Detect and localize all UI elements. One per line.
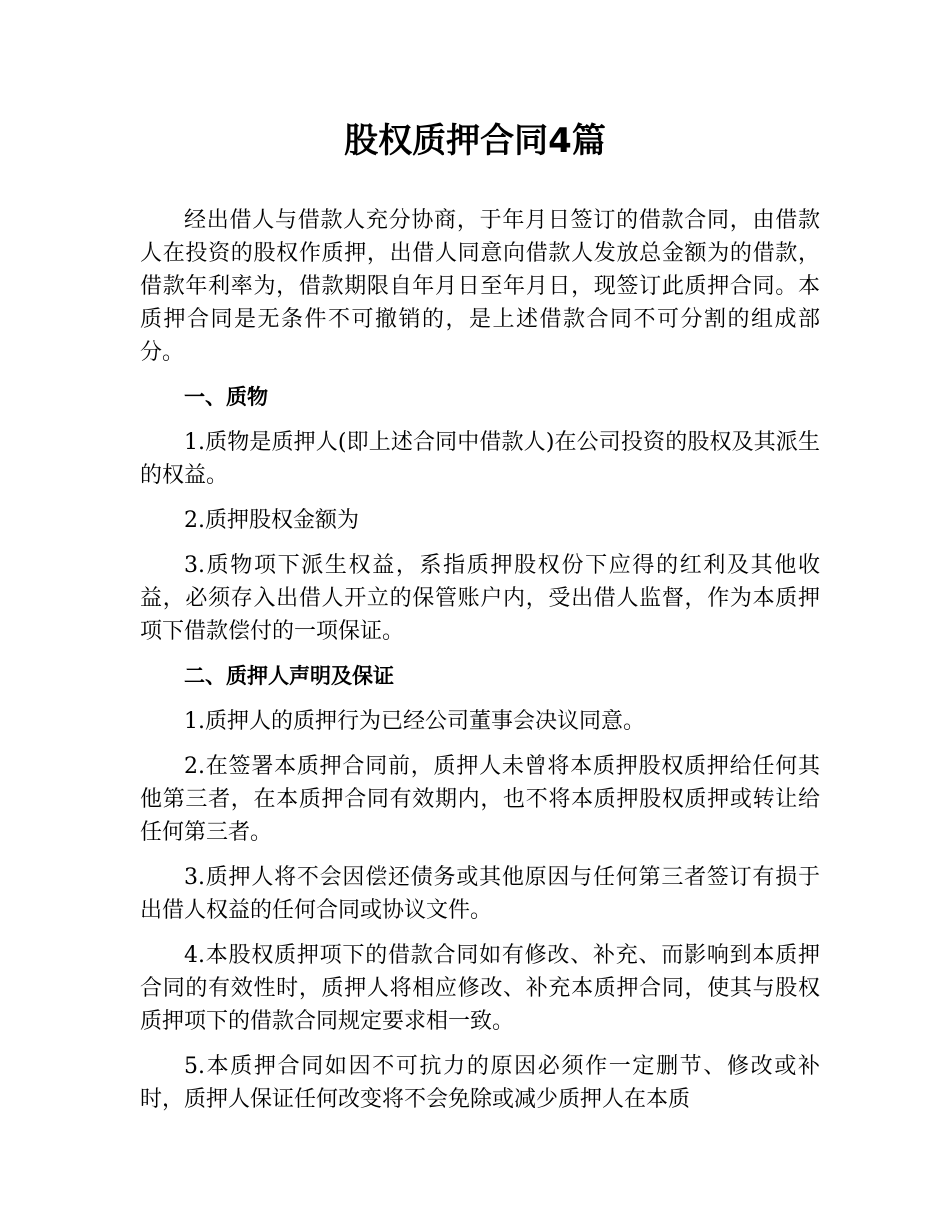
section-heading-pledged-property: 一、质物: [184, 385, 268, 409]
intro-paragraph: 经出借人与借款人充分协商，于年月日签订的借款合同，由借款人在投资的股权作质押，出借人同意向借款人发放总金额为的借款，借款年利率为，借款期限自年月日至年月日，现签订此质押合同。本质押合同是无条件不可撤销的，是上述借款合同不可分割的组成部分。: [140, 208, 820, 365]
document-title: 股权质押合同4篇: [344, 121, 606, 161]
clause-paragraph: 2.质押股权金额为: [184, 508, 359, 533]
clause-paragraph: 3.质物项下派生权益，系指质押股权份下应得的红利及其他收益，必须存入出借人开立的保管账户内，受出借人监督，作为本质押项下借款偿付的一项保证。: [140, 553, 820, 644]
clause-paragraph: 2.在签署本质押合同前，质押人未曾将本质押股权质押给任何其他第三者，在本质押合同有效期内，也不将本质押股权质押或转让给任何第三者。: [140, 754, 820, 845]
document-body: [140, 204, 820, 1128]
clause-paragraph: 1.质押人的质押行为已经公司董事会决议同意。: [184, 709, 645, 734]
clause-paragraph: 4.本股权质押项下的借款合同如有修改、补充、而影响到本质押合同的有效性时，质押人将相应修改、补充本质押合同，使其与股权质押项下的借款合同规定要求相一致。: [140, 943, 820, 1034]
section-heading-pledgor-declaration: 二、质押人声明及保证: [184, 664, 394, 688]
clause-paragraph: 3.质押人将不会因偿还债务或其他原因与任何第三者签订有损于出借人权益的任何合同或协议文件。: [140, 865, 820, 923]
clause-paragraph: 5.本质押合同如因不可抗力的原因必须作一定删节、修改或补时，质押人保证任何改变将不会免除或减少质押人在本质: [140, 1054, 820, 1112]
clause-paragraph: 1.质物是质押人(即上述合同中借款人)在公司投资的股权及其派生的权益。: [140, 430, 820, 488]
